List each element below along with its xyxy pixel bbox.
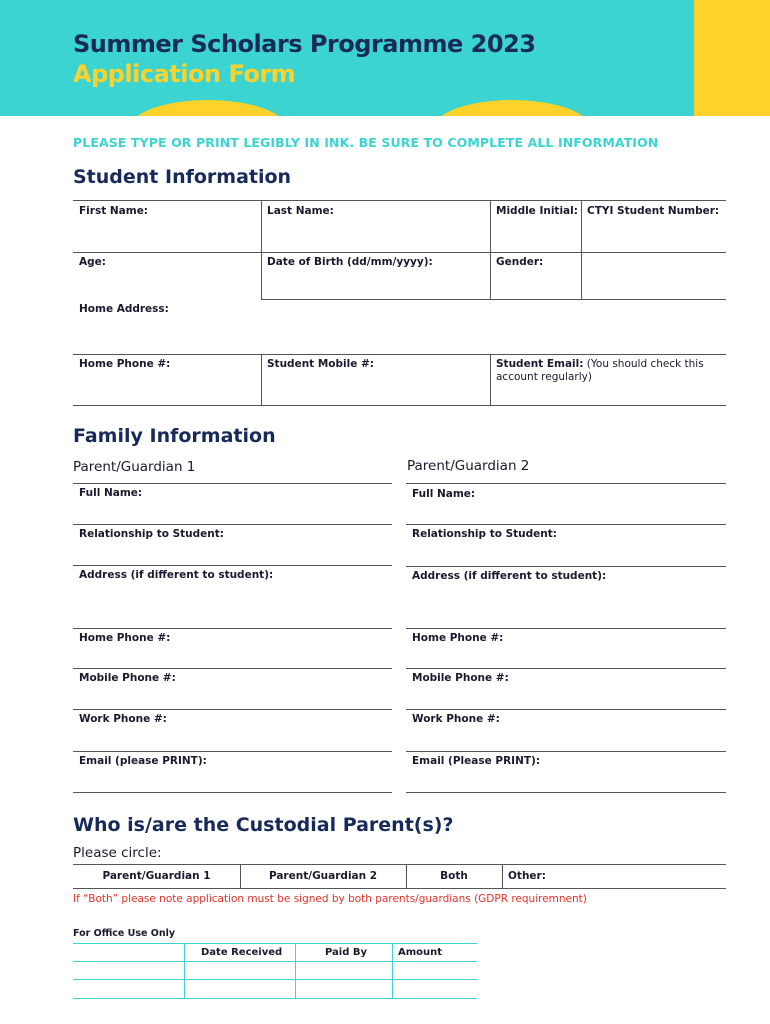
divider — [73, 628, 392, 629]
divider — [261, 354, 262, 405]
office-header-paid-by: Paid By — [325, 947, 368, 958]
divider — [73, 354, 726, 355]
divider — [73, 252, 726, 253]
pg1-relationship-field[interactable]: Relationship to Student: — [79, 528, 224, 540]
divider — [406, 628, 726, 629]
custodial-section-title: Who is/are the Custodial Parent(s)? — [73, 814, 454, 836]
pg1-mobile-phone-field[interactable]: Mobile Phone #: — [79, 672, 176, 684]
custodial-option-pg2[interactable]: Parent/Guardian 2 — [268, 870, 378, 882]
pg2-work-phone-field[interactable]: Work Phone #: — [412, 713, 500, 725]
pg2-home-phone-field[interactable]: Home Phone #: — [412, 632, 504, 644]
student-email-label: Student Email: — [496, 358, 584, 370]
divider — [73, 792, 392, 793]
dob-field[interactable]: Date of Birth (dd/mm/yyyy): — [267, 256, 433, 268]
divider — [490, 200, 491, 300]
custodial-option-other[interactable]: Other: — [508, 870, 546, 882]
age-field[interactable]: Age: — [79, 256, 106, 268]
home-address-field[interactable]: Home Address: — [79, 303, 169, 315]
pg2-address-field[interactable]: Address (if different to student): — [412, 570, 607, 582]
divider — [73, 200, 726, 201]
divider — [73, 751, 392, 752]
divider — [406, 566, 726, 567]
decorative-arc — [128, 100, 288, 116]
divider — [73, 709, 392, 710]
custodial-prompt: Please circle: — [73, 845, 162, 861]
office-table-line — [73, 961, 477, 962]
divider — [261, 200, 262, 300]
parent-guardian-2-heading: Parent/Guardian 2 — [407, 458, 530, 474]
divider — [73, 565, 392, 566]
family-section-title: Family Information — [73, 425, 276, 447]
student-email-field[interactable] — [496, 358, 716, 384]
header-banner — [0, 0, 770, 116]
office-table-line — [73, 998, 477, 999]
pg1-email-field[interactable]: Email (please PRINT): — [79, 755, 207, 767]
custodial-option-pg1[interactable]: Parent/Guardian 1 — [102, 870, 211, 882]
office-table-line — [184, 943, 185, 998]
ctyi-number-field[interactable]: CTYI Student Number: — [587, 205, 720, 217]
divider — [406, 524, 726, 525]
student-section-title: Student Information — [73, 166, 292, 188]
office-table-line — [295, 943, 296, 998]
office-use-title: For Office Use Only — [73, 928, 176, 939]
gender-field[interactable]: Gender: — [496, 256, 544, 268]
pg2-full-name-field[interactable]: Full Name: — [412, 488, 476, 500]
divider — [490, 354, 491, 405]
divider — [581, 200, 582, 300]
home-phone-field[interactable]: Home Phone #: — [79, 358, 171, 370]
divider — [73, 405, 726, 406]
pg1-full-name-field[interactable]: Full Name: — [79, 487, 143, 499]
first-name-field[interactable]: First Name: — [79, 205, 149, 217]
office-header-amount: Amount — [398, 947, 443, 958]
divider — [73, 524, 392, 525]
last-name-field[interactable]: Last Name: — [267, 205, 334, 217]
form-title: Summer Scholars Programme 2023 — [73, 30, 536, 58]
parent-guardian-1-heading: Parent/Guardian 1 — [73, 459, 196, 475]
pg1-address-field[interactable]: Address (if different to student): — [79, 569, 274, 581]
pg1-home-phone-field[interactable]: Home Phone #: — [79, 632, 171, 644]
divider — [261, 299, 726, 300]
pg2-relationship-field[interactable]: Relationship to Student: — [412, 528, 557, 540]
middle-initial-field[interactable]: Middle Initial: — [496, 205, 578, 217]
pg2-mobile-phone-field[interactable]: Mobile Phone #: — [412, 672, 509, 684]
divider — [406, 751, 726, 752]
student-email-note: (You should check this account regularly) — [496, 358, 704, 383]
divider — [406, 792, 726, 793]
pg2-email-field[interactable]: Email (Please PRINT): — [412, 755, 541, 767]
office-table-line — [73, 979, 477, 980]
custodial-option-both[interactable]: Both — [440, 870, 468, 882]
divider — [406, 709, 726, 710]
decorative-arc — [432, 100, 592, 116]
divider — [73, 864, 726, 865]
divider — [502, 864, 503, 888]
decorative-block — [694, 0, 770, 116]
divider — [73, 483, 392, 484]
office-header-date-received: Date Received — [201, 947, 283, 958]
gdpr-note: If “Both” please note application must be signed by both parents/guardians (GDPR requiremnent) — [73, 893, 587, 905]
pg1-work-phone-field[interactable]: Work Phone #: — [79, 713, 167, 725]
divider — [406, 668, 726, 669]
divider — [73, 888, 726, 889]
divider — [406, 483, 726, 484]
office-table-line — [73, 943, 477, 944]
instructions: PLEASE TYPE OR PRINT LEGIBLY IN INK. BE SURE TO COMPLETE ALL INFORMATION — [73, 135, 659, 150]
divider — [73, 668, 392, 669]
office-table-line — [392, 943, 393, 998]
form-subtitle: Application Form — [73, 60, 296, 88]
student-mobile-field[interactable]: Student Mobile #: — [267, 358, 374, 370]
